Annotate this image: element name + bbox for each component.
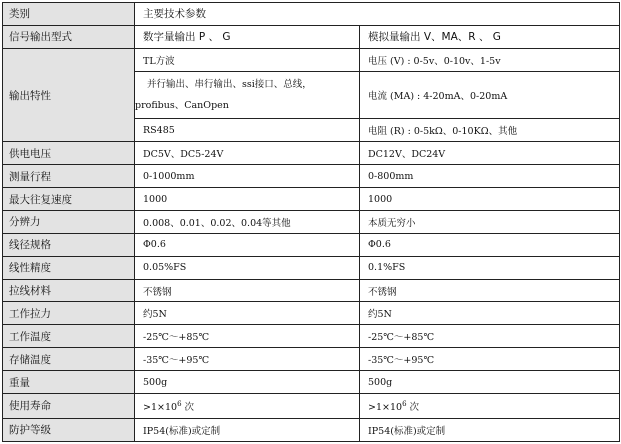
digital-value: 0.05%FS xyxy=(135,256,360,279)
analog-value: DC12V、DC24V xyxy=(360,142,620,165)
digital-value-line2: profibus、CanOpen xyxy=(135,100,229,112)
row-label: 防护等级 xyxy=(3,418,135,441)
digital-value: 不锈钢 xyxy=(135,279,360,302)
digital-value: RS485 xyxy=(135,119,360,142)
row-label: 线性精度 xyxy=(3,256,135,279)
analog-life-value xyxy=(360,393,620,418)
digital-value: -25℃～+85℃ xyxy=(135,325,360,348)
digital-value-multiline xyxy=(135,71,360,119)
analog-value: 不锈钢 xyxy=(360,279,620,302)
analog-value: 本质无穷小 xyxy=(360,210,620,233)
row-label-output-characteristics: 输出特性 xyxy=(3,48,135,142)
life-exponent: 6 xyxy=(402,399,407,408)
header-main-params: 主要技术参数 xyxy=(135,3,620,26)
analog-value: 电压 (V) : 0-5v、0-10v、1-5v xyxy=(360,48,620,71)
analog-value: 0-800mm xyxy=(360,165,620,188)
analog-value: IP54(标准)或定制 xyxy=(360,418,620,441)
row-label: 拉线材料 xyxy=(3,279,135,302)
row-label: 分辨力 xyxy=(3,210,135,233)
life-suffix: 次 xyxy=(406,401,420,413)
digital-value: 0-1000mm xyxy=(135,165,360,188)
table-row xyxy=(3,279,620,302)
table-row xyxy=(3,256,620,279)
digital-value: IP54(标准)或定制 xyxy=(135,418,360,441)
digital-value: 1000 xyxy=(135,188,360,211)
row-protection xyxy=(3,418,620,441)
digital-value: 0.008、0.01、0.02、0.04等其他 xyxy=(135,210,360,233)
table-row xyxy=(3,188,620,211)
digital-value: TL方波 xyxy=(135,48,360,71)
analog-value: 约5N xyxy=(360,302,620,325)
analog-value: -35℃～+95℃ xyxy=(360,348,620,371)
header-row xyxy=(3,3,620,26)
row-label: 测量行程 xyxy=(3,165,135,188)
digital-value: 500g xyxy=(135,371,360,394)
table-row xyxy=(3,233,620,256)
header-category: 类别 xyxy=(3,3,135,26)
analog-value: 电阻 (R) : 0-5kΩ、0-10KΩ、其他 xyxy=(360,119,620,142)
row-label: 重量 xyxy=(3,371,135,394)
table-row xyxy=(3,302,620,325)
row-label: 信号输出型式 xyxy=(3,25,135,48)
row-label: 工作拉力 xyxy=(3,302,135,325)
analog-value: 1000 xyxy=(360,188,620,211)
row-signal-type xyxy=(3,25,620,48)
analog-value: 0.1%FS xyxy=(360,256,620,279)
digital-value-line1: 并行输出、串行输出、ssi接口、总线， xyxy=(147,79,312,91)
digital-value: -35℃～+95℃ xyxy=(135,348,360,371)
row-label: 存储温度 xyxy=(3,348,135,371)
row-label: 供电电压 xyxy=(3,142,135,165)
row-label: 线径规格 xyxy=(3,233,135,256)
table-row xyxy=(3,165,620,188)
analog-value: -25℃～+85℃ xyxy=(360,325,620,348)
table-row xyxy=(3,348,620,371)
table-row xyxy=(3,325,620,348)
analog-value: 电流 (MA) : 4-20mA、0-20mA xyxy=(360,71,620,119)
digital-output: 数字量输出 P 、 G xyxy=(135,25,360,48)
life-suffix: 次 xyxy=(181,401,195,413)
digital-value: DC5V、DC5-24V xyxy=(135,142,360,165)
spec-table xyxy=(2,2,620,442)
life-prefix: >1×10 xyxy=(368,401,403,413)
digital-value: Φ0.6 xyxy=(135,233,360,256)
life-prefix: >1×10 xyxy=(143,401,178,413)
row-life xyxy=(3,393,620,418)
row-label: 使用寿命 xyxy=(3,393,135,418)
table-row xyxy=(3,371,620,394)
digital-life-value xyxy=(135,393,360,418)
table-row xyxy=(3,210,620,233)
row-label: 工作温度 xyxy=(3,325,135,348)
digital-value: 约5N xyxy=(135,302,360,325)
analog-value: Φ0.6 xyxy=(360,233,620,256)
row-output-1 xyxy=(3,48,620,71)
analog-value: 500g xyxy=(360,371,620,394)
analog-output: 模拟量输出 V、MA、R 、 G xyxy=(360,25,620,48)
table-row xyxy=(3,142,620,165)
life-exponent: 6 xyxy=(177,399,182,408)
row-label: 最大往复速度 xyxy=(3,188,135,211)
